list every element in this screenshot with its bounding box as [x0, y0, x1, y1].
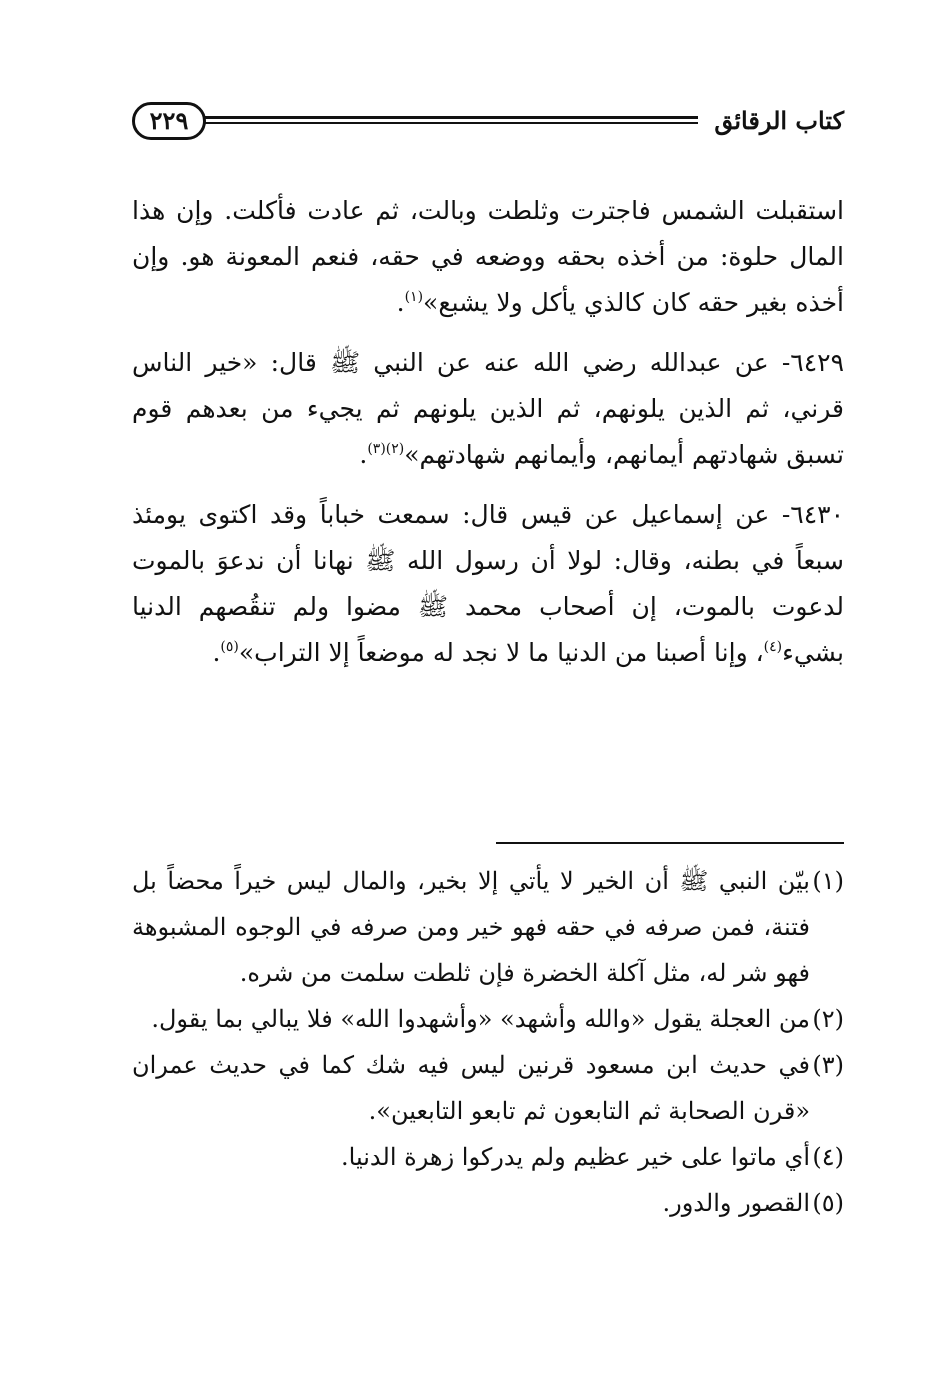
footnote-text: القصور والدور. — [662, 1189, 810, 1217]
footnote-item — [132, 858, 844, 996]
footnote-number: (٣) — [812, 1051, 844, 1079]
footnote-ref: (١) — [404, 289, 424, 305]
header-rule-thick — [202, 116, 698, 119]
running-header — [132, 102, 844, 146]
footnotes — [132, 858, 844, 1226]
footnote-text: من العجلة يقول «والله وأشهد» «وأشهدوا الله» فلا يبالي بما يقول. — [151, 1005, 810, 1033]
paragraph-text: استقبلت الشمس فاجترت وثلطت وبالت، ثم عادت فأكلت. وإن هذا المال حلوة: من أخذه بحقه ووضعه في حقه، فنعم المعونة هو. وإن أخذه بغير حقه كان كالذي يأكل ولا يشبع» — [132, 196, 844, 317]
header-rule-thin — [202, 122, 698, 124]
footnote-item — [132, 996, 844, 1042]
paragraph-text: ٦٤٢٩- عن عبدالله رضي الله عنه عن النبي ﷺ قال: «خير الناس قرني، ثم الذين يلونهم، ثم الذين يلونهم ثم يجيء من بعدهم قوم تسبق شهادتهم أيمانهم، وأيمانهم شهادتهم» — [132, 348, 844, 469]
chapter-title: كتاب الرقائق — [714, 106, 844, 135]
footnote-item — [132, 1180, 844, 1226]
main-text — [132, 188, 844, 690]
paragraph-text: ٦٤٣٠- عن إسماعيل عن قيس قال: سمعت خباباً وقد اكتوى يومئذ سبعاً في بطنه، وقال: لولا أن رسول الله ﷺ نهانا أن ندعوَ بالموت لدعوت بالموت، إن أصحاب محمد ﷺ مضوا ولم تنقُصهم الدنيا بشيء — [132, 500, 844, 667]
footnote-text: في حديث ابن مسعود قرنين ليس فيه شك كما في حديث عمران «قرن الصحابة ثم التابعون ثم تابعو التابعين». — [132, 1051, 810, 1125]
hadith-6430 — [132, 492, 844, 676]
paragraph-end: . — [359, 440, 368, 469]
hadith-6429 — [132, 340, 844, 478]
footnote-ref: (٤) — [763, 639, 783, 655]
footnote-number: (٤) — [812, 1143, 844, 1171]
paragraph-end: . — [396, 288, 405, 317]
paragraph-text-continued: ، وإنا أصبنا من الدنيا ما لا نجد له موضعاً إلا التراب» — [238, 638, 764, 667]
footnote-text: أي ماتوا على خير عظيم ولم يدركوا زهرة الدنيا. — [341, 1143, 810, 1171]
footnote-ref: (٢)(٣) — [367, 441, 405, 457]
footnote-item — [132, 1042, 844, 1134]
footnote-number: (٥) — [812, 1189, 844, 1217]
footnote-item — [132, 1134, 844, 1180]
footnote-number: (١) — [812, 867, 844, 895]
paragraph-continuation — [132, 188, 844, 326]
footnote-separator — [496, 842, 844, 844]
footnote-number: (٢) — [812, 1005, 844, 1033]
header-double-rule — [202, 116, 698, 126]
paragraph-end: . — [212, 638, 221, 667]
footnote-text: بيّن النبي ﷺ أن الخير لا يأتي إلا بخير، والمال ليس خيراً محضاً بل فتنة، فمن صرفه في حقه فهو خير ومن صرفه في الوجوه المشبوهة فهو شر له، مثل آكلة الخضرة فإن ثلطت سلمت من شره. — [132, 867, 810, 987]
footnote-ref: (٥) — [220, 639, 239, 655]
page-number: ٢٢٩ — [132, 102, 206, 140]
